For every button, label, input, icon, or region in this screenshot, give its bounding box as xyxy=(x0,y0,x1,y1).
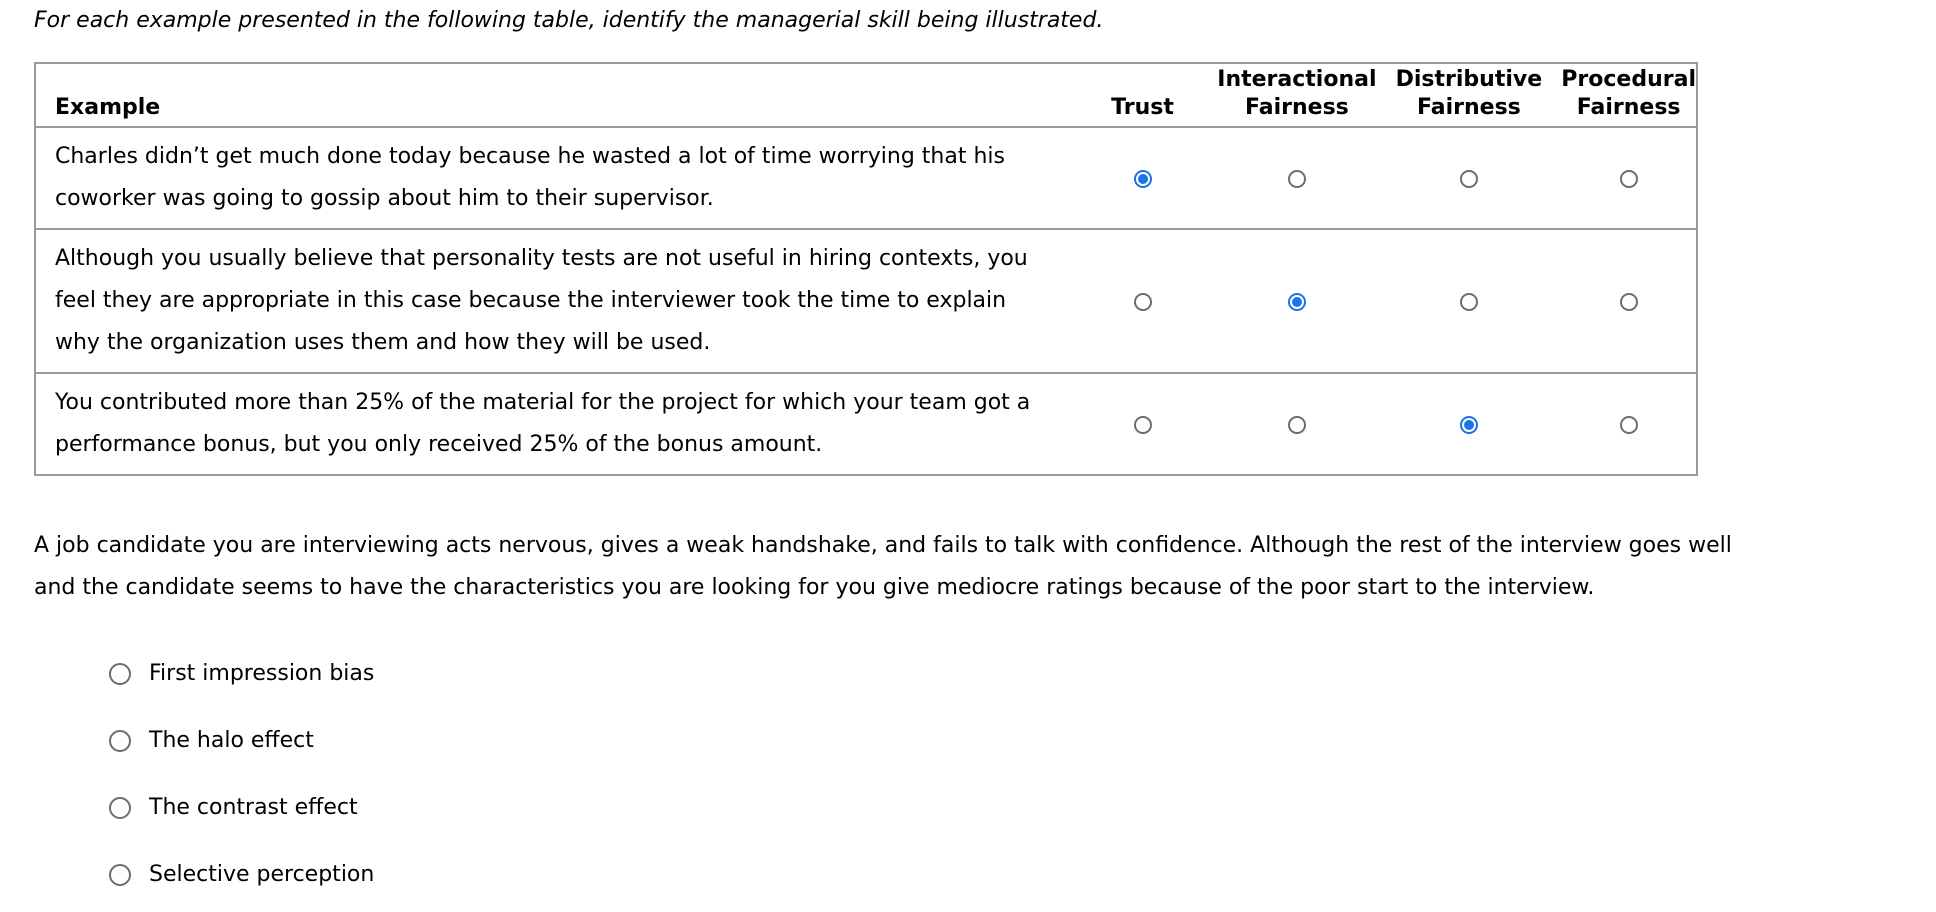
answer-option[interactable] xyxy=(109,774,374,841)
radio-button[interactable] xyxy=(109,663,131,685)
example-text: Although you usually believe that personality tests are not useful in hiring contexts, you feel they are appropriate in this case because the interviewer took the time to explain why the organization uses them and how they will be used. xyxy=(35,229,1068,373)
column-header-line1: Distributive xyxy=(1395,67,1543,92)
option-cell xyxy=(1217,127,1376,229)
radio-trust[interactable] xyxy=(1134,293,1152,311)
column-header-line2: Fairness xyxy=(1417,95,1521,120)
radio-distributive-fairness[interactable] xyxy=(1460,293,1478,311)
radio-distributive-fairness[interactable] xyxy=(1460,416,1478,434)
radio-button[interactable] xyxy=(109,730,131,752)
column-header-distributive-fairness xyxy=(1377,63,1562,127)
radio-button[interactable] xyxy=(109,864,131,886)
example-text: Charles didn’t get much done today because he wasted a lot of time worrying that his coworker was going to gossip about him to their supervisor. xyxy=(35,127,1068,229)
answer-option-label: The contrast effect xyxy=(149,795,358,820)
column-header-line2: Fairness xyxy=(1576,95,1681,120)
table-header-row xyxy=(35,63,1697,127)
table-row xyxy=(35,127,1697,229)
answer-option-label: First impression bias xyxy=(149,661,375,686)
radio-distributive-fairness[interactable] xyxy=(1460,170,1478,188)
radio-procedural-fairness[interactable] xyxy=(1620,170,1638,188)
column-header-line2: Fairness xyxy=(1245,95,1349,120)
option-cell xyxy=(1377,373,1562,475)
radio-interactional-fairness[interactable] xyxy=(1288,170,1306,188)
option-cell xyxy=(1561,373,1697,475)
option-cell xyxy=(1217,229,1376,373)
examples-table xyxy=(34,62,1698,476)
radio-trust[interactable] xyxy=(1134,416,1152,434)
answer-option[interactable] xyxy=(109,841,374,908)
option-cell xyxy=(1217,373,1376,475)
column-header-interactional-fairness xyxy=(1217,63,1376,127)
column-header-trust-line1: Trust xyxy=(1111,95,1174,120)
radio-button[interactable] xyxy=(109,797,131,819)
answer-choices xyxy=(109,640,374,908)
column-header-procedural-fairness xyxy=(1561,63,1697,127)
option-cell xyxy=(1561,127,1697,229)
option-cell xyxy=(1068,229,1217,373)
question-text: A job candidate you are interviewing acts nervous, gives a weak handshake, and fails to talk with confidence. Although the rest of the interview goes well and the candidate seems to have the characteristics you are looking for you give mediocre ratings because of the poor start to the interview. xyxy=(34,533,1732,600)
answer-option[interactable] xyxy=(109,640,374,707)
option-cell xyxy=(1561,229,1697,373)
column-header-example: Example xyxy=(35,63,1068,127)
example-text: You contributed more than 25% of the material for the project for which your team got a performance bonus, but you only received 25% of the bonus amount. xyxy=(35,373,1068,475)
column-header-line1: Interactional xyxy=(1217,67,1377,92)
radio-trust[interactable] xyxy=(1134,170,1152,188)
option-cell xyxy=(1068,373,1217,475)
column-header-trust xyxy=(1068,63,1217,127)
table-row xyxy=(35,229,1697,373)
option-cell xyxy=(1068,127,1217,229)
radio-procedural-fairness[interactable] xyxy=(1620,416,1638,434)
radio-procedural-fairness[interactable] xyxy=(1620,293,1638,311)
option-cell xyxy=(1377,127,1562,229)
answer-option-label: The halo effect xyxy=(149,728,314,753)
answer-option-label: Selective perception xyxy=(149,862,375,887)
radio-interactional-fairness[interactable] xyxy=(1288,293,1306,311)
option-cell xyxy=(1377,229,1562,373)
column-header-line1: Procedural xyxy=(1561,67,1696,92)
answer-option[interactable] xyxy=(109,707,374,774)
table-row xyxy=(35,373,1697,475)
instructions-text: For each example presented in the following table, identify the managerial skill being illustrated. xyxy=(34,8,1104,33)
radio-interactional-fairness[interactable] xyxy=(1288,416,1306,434)
